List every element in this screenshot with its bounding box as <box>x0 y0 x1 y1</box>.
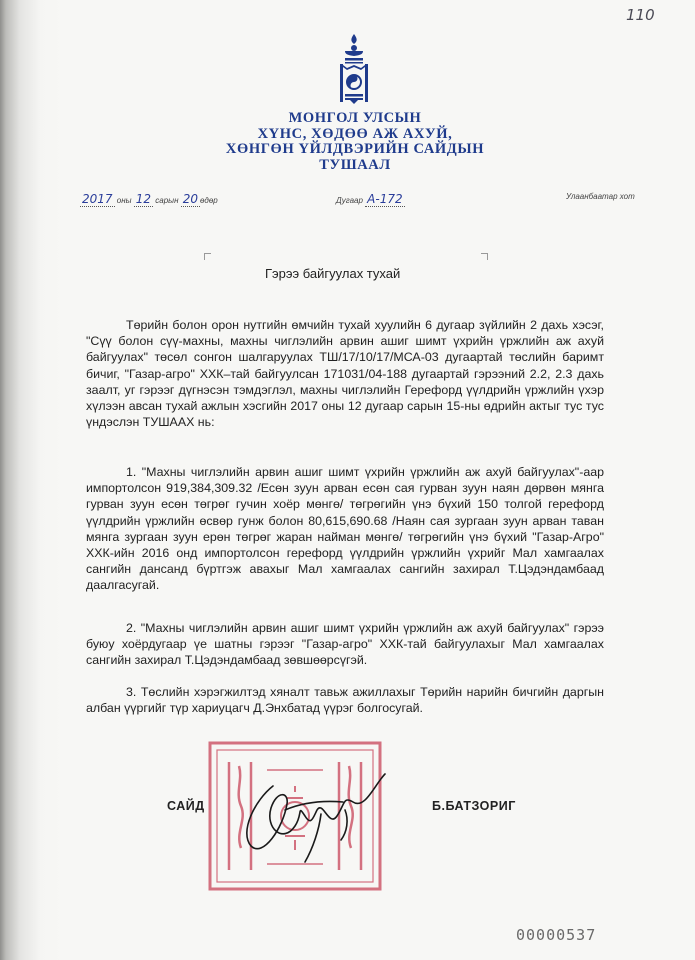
order-title: Гэрээ байгуулах тухай <box>265 266 401 281</box>
order-item-3 <box>86 684 604 716</box>
ministry-line-1: МОНГОЛ УЛСЫН <box>288 110 422 126</box>
binding-shadow <box>0 0 62 960</box>
handwritten-signature-icon <box>225 770 395 870</box>
date-month: 12 <box>135 192 152 206</box>
ministry-line-4: ТУШААЛ <box>319 156 391 173</box>
order-number-value: А-172 <box>367 192 403 206</box>
signer-name: Б.БАТЗОРИГ <box>432 799 516 813</box>
date-year-suffix: оны <box>116 196 132 205</box>
intro-paragraph <box>86 317 604 430</box>
signer-role: САЙД <box>167 799 205 813</box>
date-year: 2017 <box>82 192 113 206</box>
title-corner-mark <box>204 253 211 260</box>
intro-text: Төрийн болон орон нутгийн өмчийн тухай хуулийн 6 дугаар зүйлийн 2 дахь хэсэг, "Сүү болон сүү-махны, махны чиглэлийн арвин ашиг шимт үхрийн үржлийн аж ахуй байгуулах" төсөл сонгон шалгаруулах ТШ/17/10/17/МСА-03 дугаартай төслийн баримт бичиг, "Газар-агро" ХХК–тай байгуулсан 171031/04-188 дугаартай гэрээний 2.2, 2.3 дахь заалт, уг гэрээг дүгнэсэн тэмдэглэл, махны чиглэлийн Герефорд үүлдрийн үржлийн үхэр хүлээн авсан тухай ажлын хэсгийн 2017 оны 12 дугаар сарын 15-ны өдрийн актыг тус тус үндэслэн ТУШААХ нь: <box>86 318 604 430</box>
page-number: 110 <box>626 6 655 24</box>
ministry-header <box>200 111 510 173</box>
order-item-1 <box>86 464 604 594</box>
order-city: Улаанбаатар хот <box>566 192 635 201</box>
document-serial-number: 00000537 <box>516 926 597 944</box>
date-day: 20 <box>182 192 198 206</box>
order-item-3-text: 3. Төслийн хэрэгжилтэд хяналт тавьж ажиллахыг Төрийн нарийн бичгийн даргын албан үүргийг түр хариуцагч Д.Энхбатад үүрэг болгосугай. <box>86 685 604 716</box>
ministry-line-2: ХҮНС, ХӨДӨӨ АЖ АХУЙ, <box>257 125 453 142</box>
state-emblem-icon <box>334 34 374 108</box>
order-number <box>336 192 405 207</box>
order-item-1-text: 1. "Махны чиглэлийн арвин ашиг шимт үхрийн үржлийн аж ахуй байгуулах"-аар импортолсон 919,384,309.32 /Есөн зуун арван есөн сая гурван зуун наян дөрвөн мянга гурван зуун есөн төгрөг гучин хоёр мөнгө/ төгрөгийн үнэ бүхий 150 толгой герефорд үүлдрийн үржлийн өсвөр гунж болон 80,615,690.68 /Наян сая зургаан зуун арван таван мянга зургаан зуун ерөн төгрөг жаран найман мөнгө/ төгрөгийн үнэ бүхий "Газар-Агро" ХХК-ийн 2016 онд импортолсон герефорд үүлдрийн үржлийн үхрийг Мал хамгаалах сангийн дансанд бүртгэж авахыг Мал хамгаалах сангийн захирал Т.Цэдэндамбаад даалгасугай. <box>86 465 604 593</box>
date-month-suffix: сарын <box>155 196 179 205</box>
order-date <box>80 192 218 207</box>
date-day-suffix: өдөр <box>199 196 218 205</box>
order-number-label: Дугаар <box>336 196 363 205</box>
title-corner-mark <box>481 253 488 260</box>
order-item-2-text: 2. "Махны чиглэлийн арвин ашиг шимт үхрийн үржлийн аж ахуй байгуулах" гэрээ буюу хоёрдугаар үе шатны гэрээг "Газар-агро" ХХК-тай байгуулахыг Мал хамгаалах сангийн захирал Т.Цэдэндамбаад зөвшөөрсүгэй. <box>86 621 604 668</box>
ministry-line-3: ХӨНГӨН ҮЙЛДВЭРИЙН САЙДЫН <box>225 141 485 157</box>
order-item-2 <box>86 620 604 669</box>
